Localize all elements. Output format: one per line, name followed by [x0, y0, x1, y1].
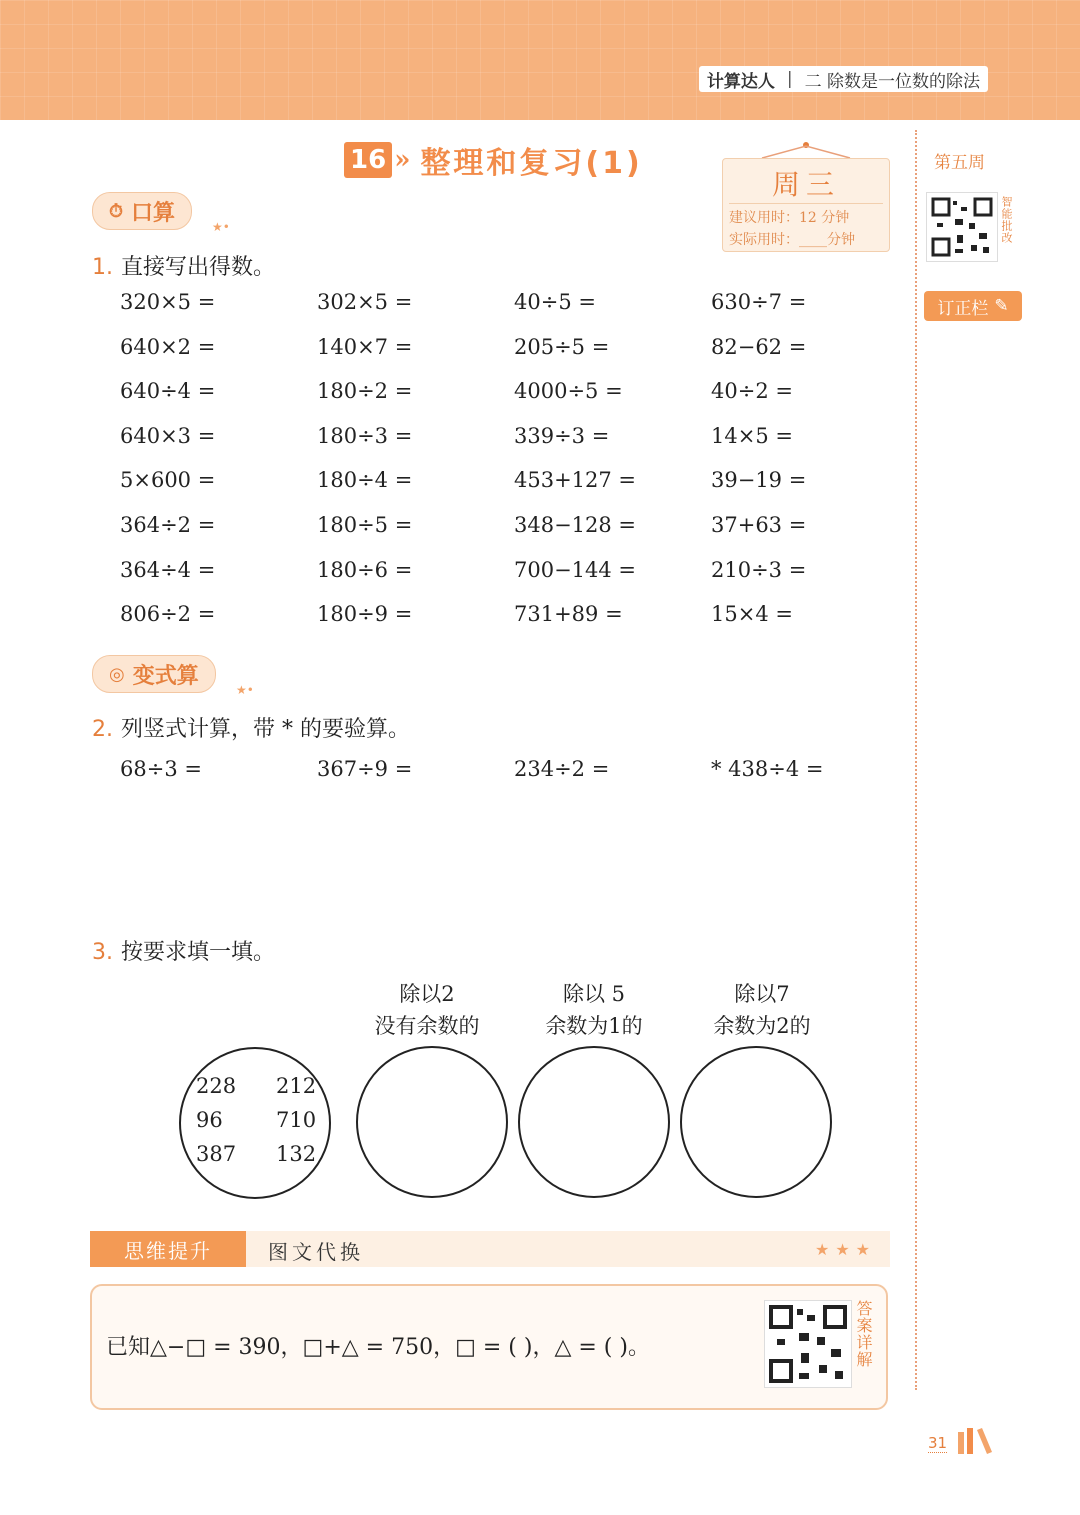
target-icon: ◎: [109, 663, 125, 685]
vertical-calc-row: [120, 757, 880, 781]
circle-caption-2: [516, 978, 672, 1042]
actual-time: 实际用时：____分钟: [729, 232, 855, 248]
exercise: 453+127 =: [514, 468, 637, 493]
lesson-title: [344, 138, 643, 182]
question-text: 直接写出得数。: [121, 255, 276, 280]
books-icon: [958, 1426, 994, 1454]
book-title: 计算达人: [706, 71, 775, 92]
chevron-right-icon: »: [394, 145, 411, 175]
thinking-tag: 思维提升: [90, 1231, 246, 1267]
caption-line: 除以 5: [562, 982, 626, 1006]
exercise: 180÷5 =: [317, 512, 413, 537]
number: 132: [276, 1142, 317, 1166]
sidebar-divider: [915, 130, 917, 1390]
section-pill-variation: [92, 655, 216, 693]
pill-label: 变式算: [132, 663, 199, 689]
exercise: 40÷2 =: [711, 379, 793, 404]
divider: [729, 203, 883, 204]
number: 212: [276, 1074, 317, 1098]
page-header: [0, 0, 1080, 120]
exercise: 180÷4 =: [317, 468, 413, 493]
day-card: [722, 158, 890, 252]
exercise: 302×5 =: [317, 290, 413, 314]
exercise: 640×2 =: [120, 334, 216, 359]
exercise: 320×5 =: [120, 290, 216, 314]
section-pill-mental-math: [92, 192, 192, 230]
week-label: 第五周: [934, 153, 985, 173]
pill-label: 口算: [131, 200, 176, 226]
caption-line: 没有余数的: [374, 1014, 480, 1038]
answer-circle-1[interactable]: [356, 1046, 508, 1198]
circle-caption-3: [684, 978, 840, 1042]
exercise: 339÷3 =: [514, 423, 610, 448]
exercise: 180÷3 =: [317, 423, 413, 448]
number: 96: [196, 1108, 223, 1132]
breadcrumb: [699, 66, 988, 92]
star-icon: ★•: [212, 220, 230, 234]
day-label: 周三: [771, 168, 840, 201]
exercise: 630÷7 =: [711, 290, 807, 314]
question-number: 2.: [92, 717, 113, 742]
answer-circle-2[interactable]: [518, 1046, 670, 1198]
answer-qr-code-icon[interactable]: [764, 1300, 852, 1388]
exercise: 180÷6 =: [317, 557, 413, 582]
exercise: 40÷5 =: [514, 290, 596, 314]
exercise: 234÷2 =: [514, 757, 610, 781]
exercise: 806÷2 =: [120, 602, 216, 627]
qr-pattern: [765, 1301, 851, 1387]
exercise: 4000÷5 =: [514, 379, 623, 404]
circle-caption-1: [352, 978, 502, 1042]
number: 228: [196, 1074, 237, 1098]
exercise: 640×3 =: [120, 423, 216, 448]
exercise: 82−62 =: [711, 334, 807, 359]
exercise: 367÷9 =: [317, 757, 413, 781]
exercise: 210÷3 =: [711, 557, 807, 582]
number: 710: [276, 1108, 317, 1132]
lesson-number: 16: [344, 142, 392, 178]
exercise: 140×7 =: [317, 334, 413, 359]
exercise: 205÷5 =: [514, 334, 610, 359]
number: 387: [196, 1142, 237, 1166]
answer-qr-caption: 答案详解: [854, 1300, 873, 1368]
exercise: 700−144 =: [514, 557, 637, 582]
star-icon: ★•: [236, 683, 254, 697]
caption-line: 除以2: [399, 982, 455, 1006]
question-3-heading: [92, 935, 275, 966]
exercise: 15×4 =: [711, 602, 793, 627]
breadcrumb-separator: |: [786, 69, 793, 89]
question-number: 3.: [92, 940, 113, 965]
exercise: 364÷4 =: [120, 557, 216, 582]
question-text: 列竖式计算，带 * 的要验算。: [121, 717, 410, 742]
pencil-icon: ✎: [994, 296, 1009, 316]
exercise: 640÷4 =: [120, 379, 216, 404]
exercise: * 438÷4 =: [711, 757, 824, 781]
exercise: 37+63 =: [711, 512, 807, 537]
correction-tag: [924, 291, 1022, 321]
qr-caption: 智能批改: [1000, 196, 1013, 244]
caption-line: 除以7: [734, 982, 790, 1006]
answer-circle-3[interactable]: [680, 1046, 832, 1198]
exercise: 348−128 =: [514, 512, 637, 537]
exercise: 68÷3 =: [120, 757, 202, 781]
suggested-time: 建议用时：12 分钟: [729, 210, 850, 226]
exercise: 39−19 =: [711, 468, 807, 493]
exercise: 364÷2 =: [120, 512, 216, 537]
question-text: 按要求填一填。: [121, 940, 276, 965]
lesson-name: 整理和复习(1): [420, 146, 643, 181]
thinking-subtitle: 图文代换: [268, 1240, 364, 1264]
qr-pattern: [927, 193, 997, 261]
question-number: 1.: [92, 255, 113, 280]
exercise: 180÷2 =: [317, 379, 413, 404]
thinking-problem: 已知△−□ = 390，□+△ = 750，□ = ( )，△ = ( )。: [106, 1335, 650, 1360]
caption-line: 余数为1的: [545, 1014, 643, 1038]
question-2-heading: [92, 712, 410, 743]
question-1-heading: [92, 250, 275, 281]
stopwatch-icon: ⏱: [109, 200, 124, 222]
exercise: 180÷9 =: [317, 602, 413, 627]
mental-math-grid: [120, 290, 880, 647]
page-number: 31: [928, 1434, 948, 1452]
caption-line: 余数为2的: [713, 1014, 811, 1038]
exercise: 14×5 =: [711, 423, 793, 448]
exercise: 731+89 =: [514, 602, 623, 627]
difficulty-stars-icon: ★★★: [814, 1240, 876, 1259]
correction-label: 订正栏: [937, 298, 989, 319]
exercise: 5×600 =: [120, 468, 216, 493]
chapter-title: 二 除数是一位数的除法: [804, 71, 980, 92]
qr-code-icon[interactable]: [926, 192, 998, 262]
